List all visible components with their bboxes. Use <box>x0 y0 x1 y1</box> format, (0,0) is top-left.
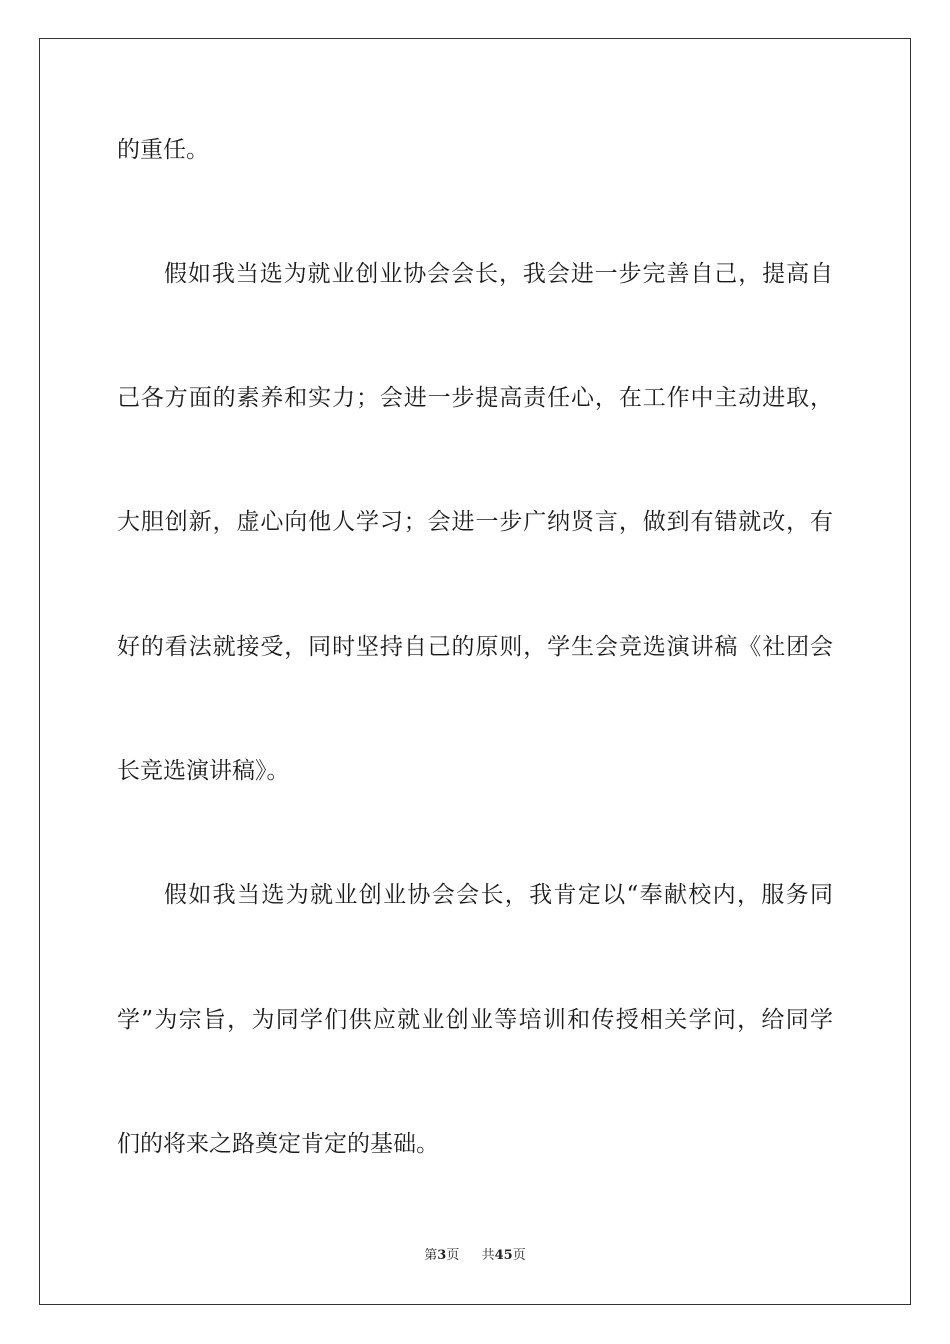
page-border <box>39 38 911 1305</box>
text-line-3: 己各方面的素养和实力；会进一步提高责任心，在工作中主动进取， <box>117 385 833 411</box>
text-line-8: 学”为宗旨，为同学们供应就业创业等培训和传授相关学问，给同学 <box>117 1007 833 1033</box>
text-line-4: 大胆创新，虚心向他人学习；会进一步广纳贤言，做到有错就改，有 <box>117 509 833 535</box>
text-line-5: 好的看法就接受，同时坚持自己的原则，学生会竞选演讲稿《社团会 <box>117 634 833 660</box>
page-number: 3 <box>437 1248 447 1263</box>
page-prefix: 第 <box>424 1248 438 1263</box>
page-footer <box>0 1246 950 1266</box>
text-line-7: 假如我当选为就业创业协会会长，我肯定以“奉献校内，服务同 <box>164 882 833 908</box>
page-suffix: 页 <box>446 1248 460 1263</box>
text-line-1: 的重任。 <box>117 137 209 163</box>
text-line-6: 长竞选演讲稿》。 <box>117 758 290 784</box>
total-pages: 45 <box>494 1248 513 1263</box>
total-suffix: 页 <box>512 1248 526 1263</box>
total-prefix: 共 <box>481 1248 495 1263</box>
text-line-2: 假如我当选为就业创业协会会长，我会进一步完善自己，提高自 <box>164 261 833 287</box>
text-line-9: 们的将来之路奠定肯定的基础。 <box>117 1131 439 1157</box>
